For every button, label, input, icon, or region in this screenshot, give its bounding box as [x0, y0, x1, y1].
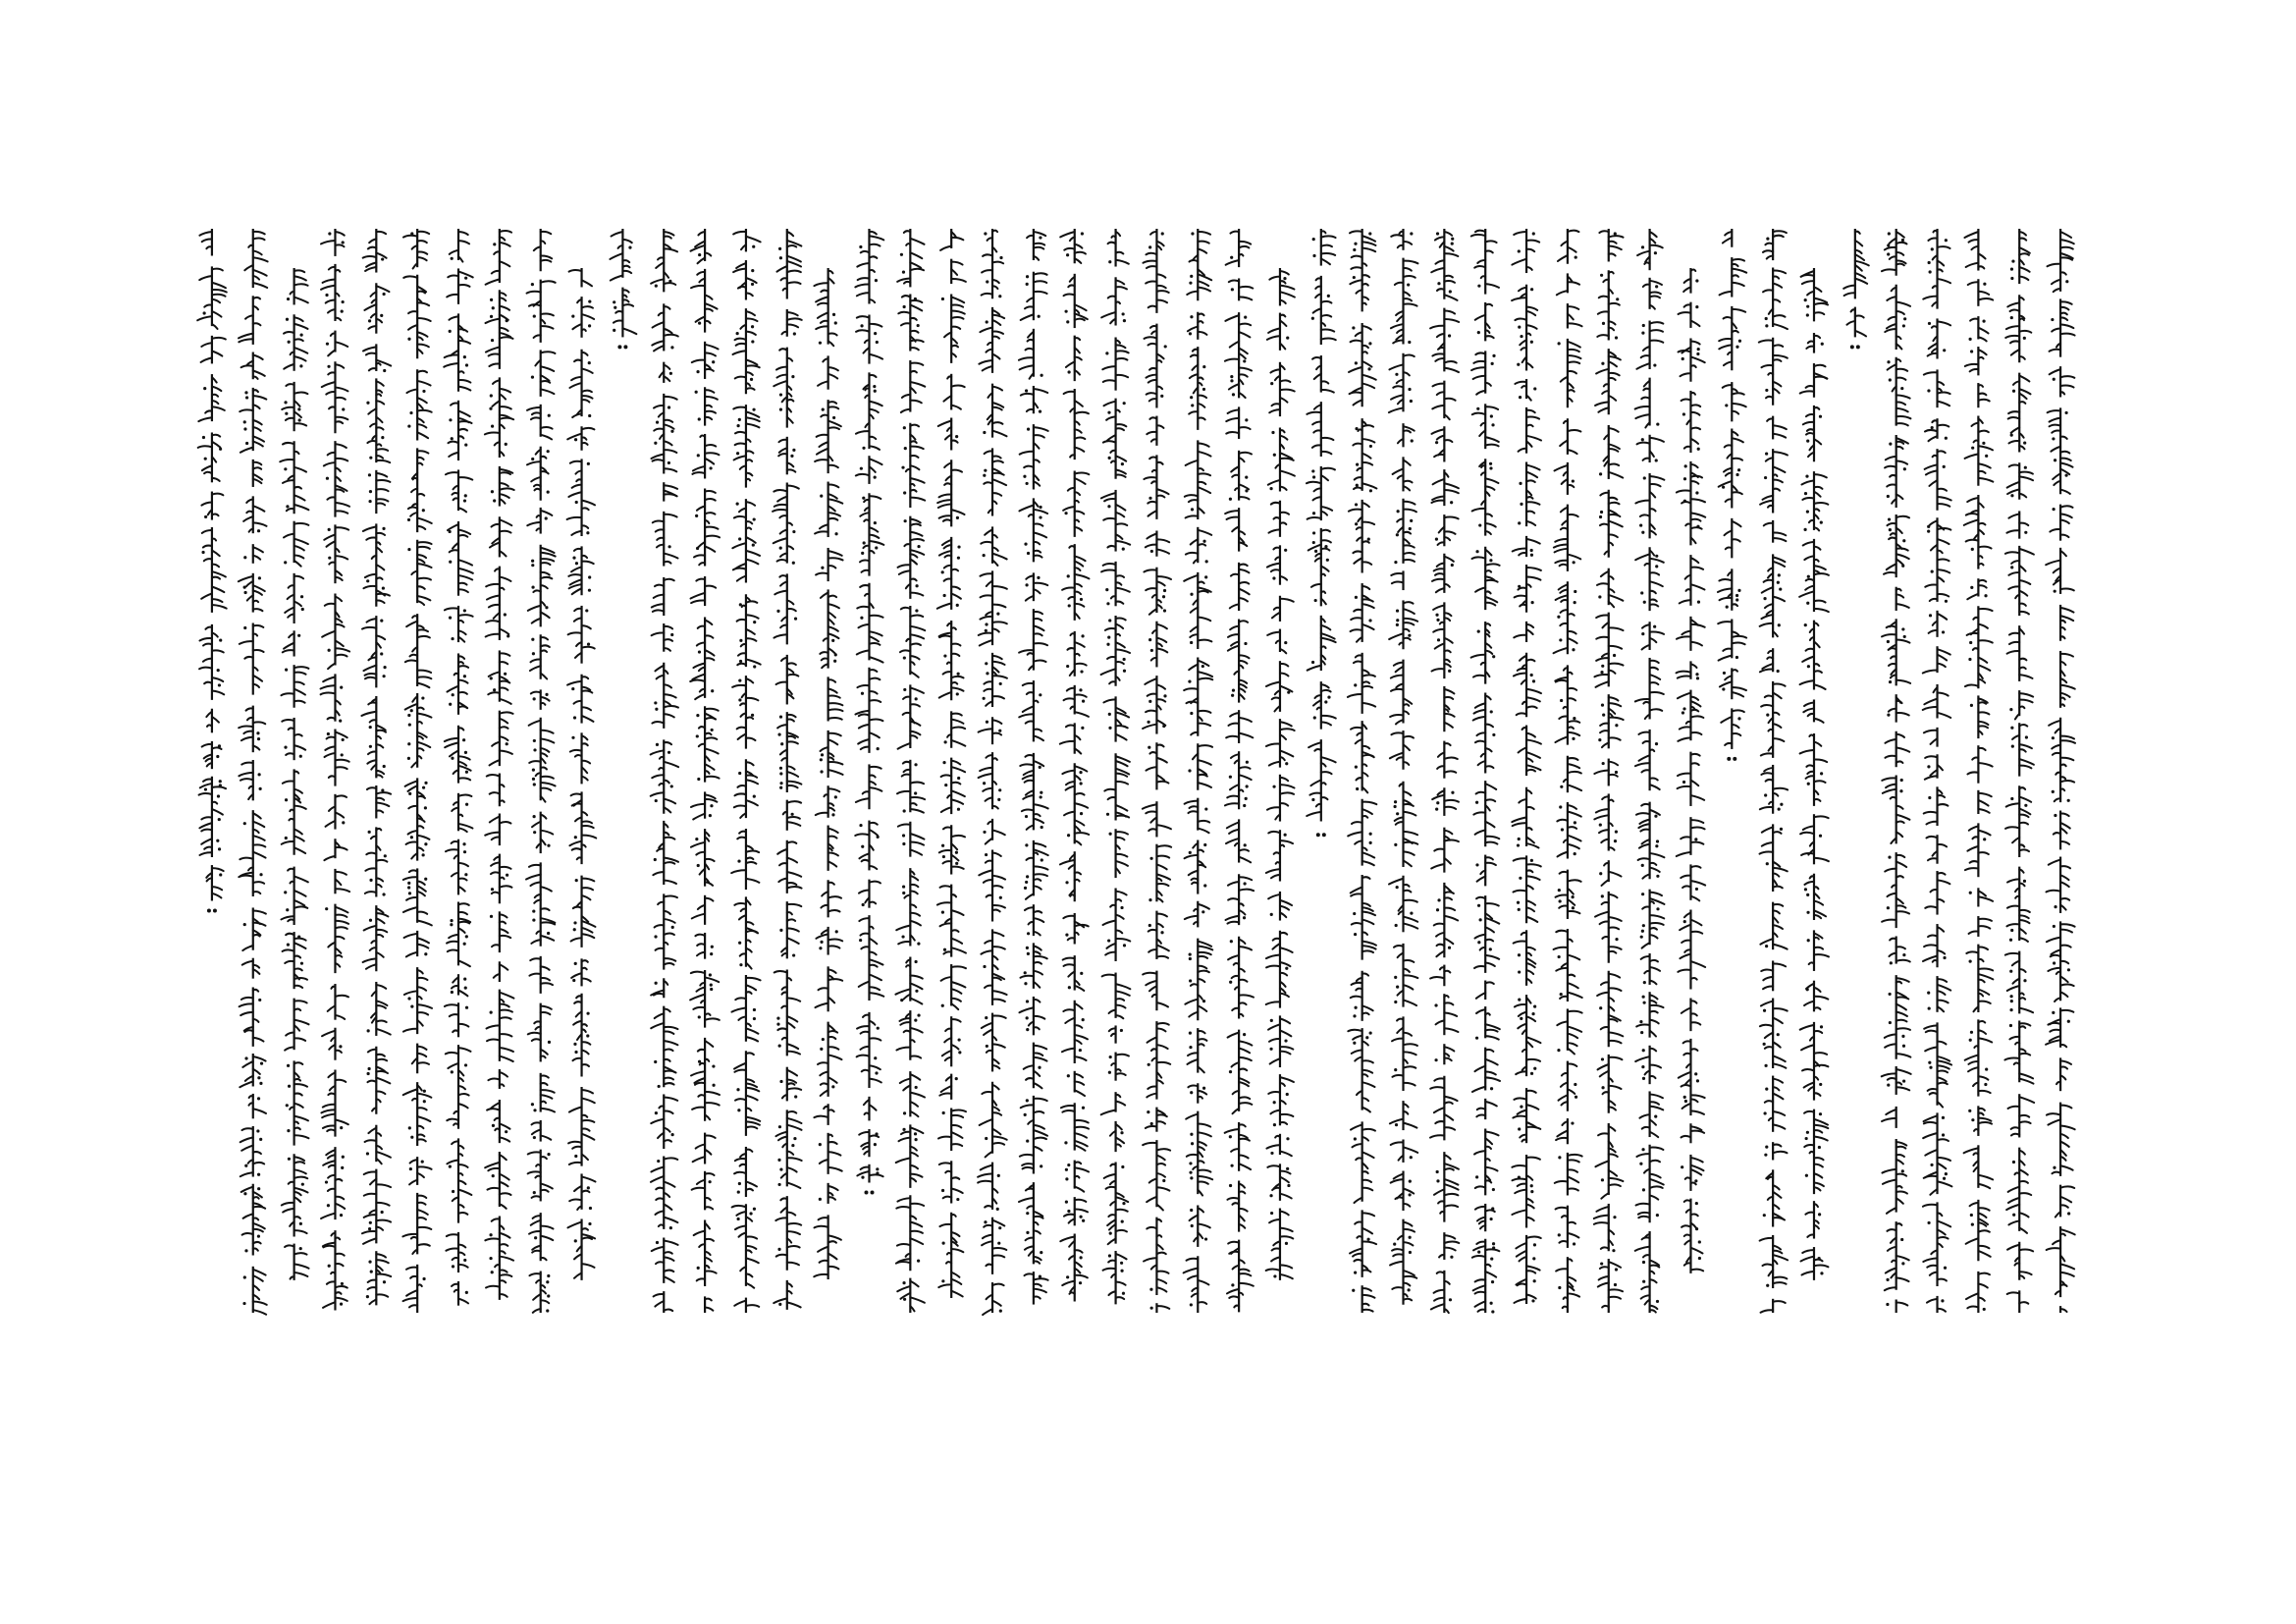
- text-column: [1964, 229, 1994, 1313]
- text-column: [1266, 268, 1295, 1280]
- text-column: [239, 229, 268, 1315]
- text-column: [1923, 229, 1952, 1313]
- text-column: [1799, 268, 1829, 1280]
- text-column: [773, 229, 802, 1310]
- text-column: [197, 229, 227, 912]
- text-column: [1882, 229, 1911, 1313]
- text-column: [1759, 229, 1788, 1313]
- text-column: [2046, 229, 2075, 1313]
- text-column: [1843, 229, 1869, 349]
- text-column: [444, 229, 473, 1306]
- mongolian-text-block: [191, 221, 2081, 1321]
- vertical-script-columns: [191, 221, 2081, 1321]
- text-column: [280, 268, 308, 1280]
- text-column: [895, 229, 925, 1313]
- text-column: [731, 229, 760, 1313]
- text-column: [814, 268, 842, 1279]
- text-column: [402, 229, 432, 1313]
- text-column: [1594, 229, 1624, 1313]
- text-column: [526, 229, 556, 1313]
- text-column: [690, 229, 720, 1313]
- text-column: [1019, 229, 1048, 1305]
- text-column: [1389, 229, 1418, 1305]
- text-column: [2004, 229, 2034, 1313]
- text-column: [321, 229, 350, 1310]
- text-column: [978, 229, 1007, 1315]
- text-column: [1143, 229, 1171, 1313]
- text-column: [937, 229, 966, 1298]
- text-column: [1635, 229, 1665, 1313]
- text-column: [1348, 229, 1376, 1313]
- text-column: [485, 229, 514, 1300]
- text-column: [1677, 268, 1706, 1273]
- text-column: [651, 229, 678, 1313]
- text-column: [1307, 229, 1336, 837]
- text-column: [361, 229, 391, 1305]
- text-column: [855, 229, 883, 1195]
- text-column: [1060, 229, 1090, 1302]
- text-column: [1184, 229, 1213, 1313]
- text-column: [1718, 229, 1746, 761]
- text-column: [1553, 229, 1581, 1313]
- text-column: [1471, 229, 1500, 1314]
- text-column: [1101, 229, 1131, 1304]
- text-column: [567, 268, 597, 1280]
- text-column: [1512, 229, 1541, 1304]
- text-column: [1430, 229, 1459, 1313]
- text-column: [610, 229, 636, 349]
- text-column: [1225, 229, 1254, 1312]
